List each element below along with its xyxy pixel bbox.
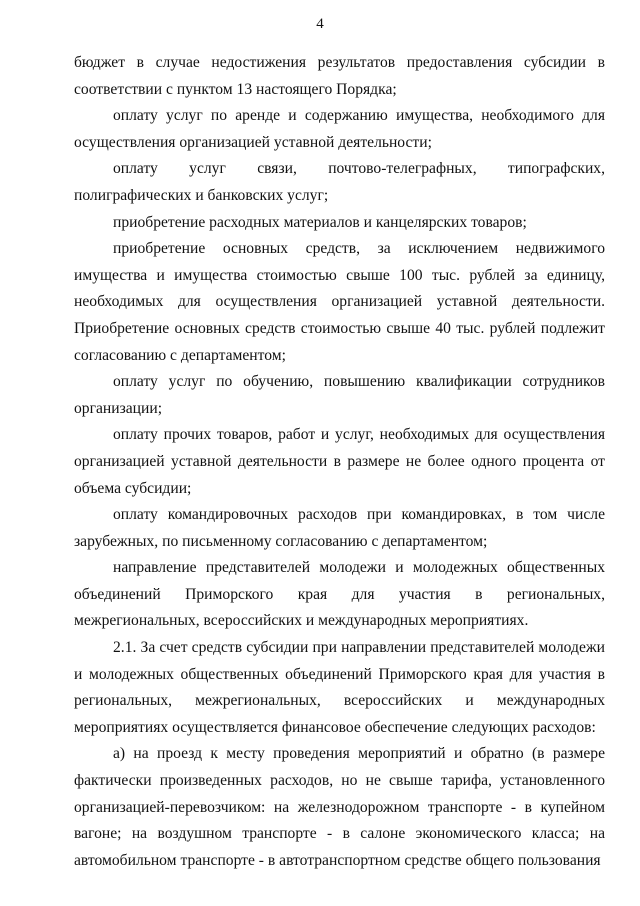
paragraph-communication-services: оплату услуг связи, почтово-телеграфных, типографских, полиграфических и банковских услуг; bbox=[74, 160, 605, 204]
paragraph-travel-costs: а) на проезд к месту проведения мероприятий и обратно (в размере фактически произведенных расходов, но не свыше тарифа, установленного организацией-перевозчиком: на железнодорожном транспорте - в купейном вагоне; на воздушном транспорте - в салоне экономического класса; на автомобильном транспорте - в автотранспортном средстве общего пользования bbox=[74, 745, 605, 869]
paragraph-consumables: приобретение расходных материалов и канцелярских товаров; bbox=[113, 213, 527, 231]
paragraph-fixed-assets: приобретение основных средств, за исключением недвижимого имущества и имущества стоимостью свыше 100 тыс. рублей за единицу, необходимых для осуществления организацией уставной деятельности. Приобретение основных средств стоимостью свыше 40 тыс. рублей подлежит согласованию с департаментом; bbox=[74, 240, 605, 364]
paragraph-budget-return: бюджет в случае недостижения результатов предоставления субсидии в соответствии с пунктом 13 настоящего Порядка; bbox=[74, 54, 605, 98]
paragraph-business-trips: оплату командировочных расходов при командировках, в том числе зарубежных, по письменному согласованию с департаментом; bbox=[74, 506, 605, 550]
paragraph-rent-services: оплату услуг по аренде и содержанию имущества, необходимого для осуществления организацией уставной деятельности; bbox=[74, 107, 605, 151]
paragraph-youth-delegation: направление представителей молодежи и молодежных общественных объединений Приморского края для участия в региональных, межрегиональных, всероссийских и международных мероприятиях. bbox=[74, 559, 605, 630]
page-number: 4 bbox=[316, 16, 324, 32]
paragraph-other-goods: оплату прочих товаров, работ и услуг, необходимых для осуществления организацией уставной деятельности в размере не более одного процента от объема субсидии; bbox=[74, 426, 605, 497]
paragraph-section-2-1: 2.1. За счет средств субсидии при направлении представителей молодежи и молодежных общественных объединений Приморского края для участия в региональных, межрегиональных, всероссийских и международных мероприятиях осуществляется финансовое обеспечение следующих расходов: bbox=[74, 639, 605, 736]
paragraph-training: оплату услуг по обучению, повышению квалификации сотрудников организации; bbox=[74, 373, 605, 417]
document-body bbox=[74, 50, 605, 874]
